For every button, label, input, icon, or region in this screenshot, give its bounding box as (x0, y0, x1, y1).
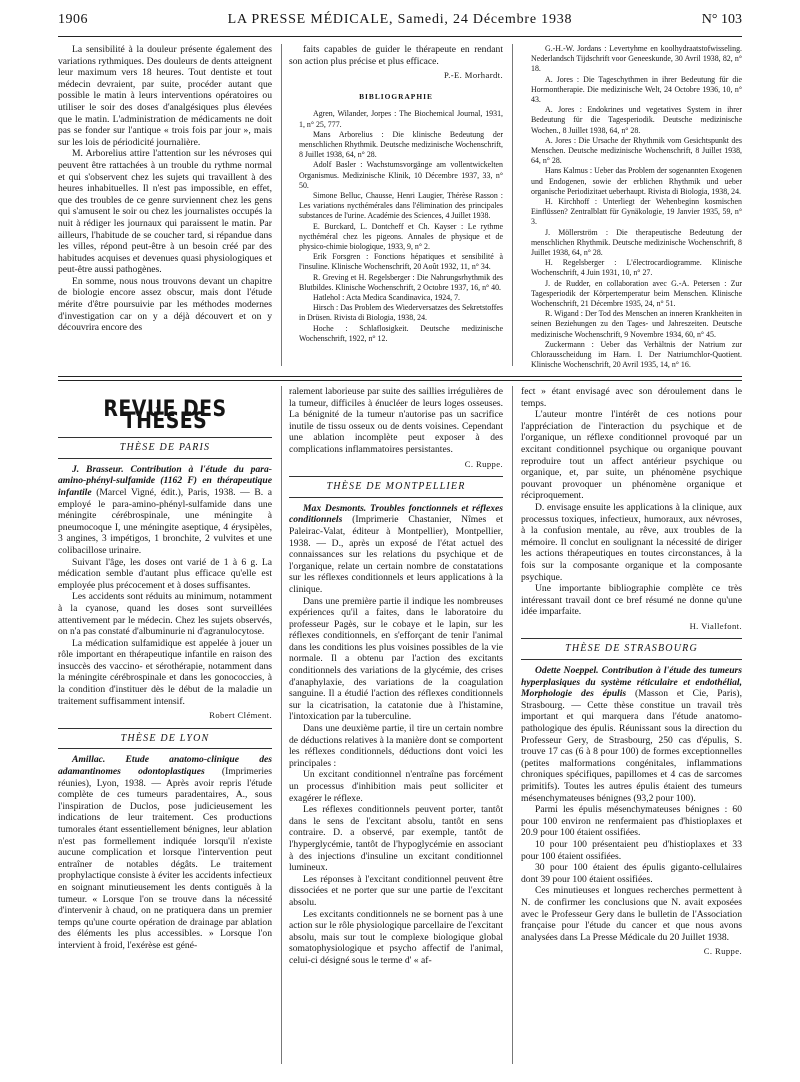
thesis-paragraph: Une importante bibliographie complète ce très intéressant travail dont ce bref résumé ne donne qu'une idée imparfaite. (521, 583, 742, 618)
article-column-1 (58, 44, 272, 334)
column-divider (281, 44, 282, 366)
thesis-title: Odette Noeppel. Contribution à l'étude des tumeurs hyperplasiques du système réticulaire et endothélial, Morphologie des épulis (521, 665, 742, 700)
title-rule (289, 476, 503, 477)
thesis-paragraph: La médication sulfamidique est appelée à jouer un rôle important en thérapeutique infantile en raison des insuccès des vaccino- et sérothérapie, notamment dans la méningite cérébrospinale et dans les gonococcies, à la condition d'instituer dès le début de la maladie un traitement suffisamment intensif. (58, 637, 272, 707)
thesis-paragraph: 10 pour 100 présentaient peu d'histioplaxes et 33 pour 100 étaient ossifiées. (521, 838, 742, 862)
bibliography-entry: Hatlehol : Acta Medica Scandinavica, 1924, 7. (313, 293, 461, 303)
thesis-location-heading: THÈSE DE LYON (120, 732, 210, 744)
theses-column-3 (521, 386, 742, 964)
title-rule (289, 497, 503, 498)
bibliography-list (289, 109, 503, 344)
thesis-paragraph: L'auteur montre l'intérêt de ces notions pour l'appréciation de l'interaction du psychique et de l'organique, un réflexe conditionnel provoqué par un excitant conditionnel psychique ou organique pouvant reproduire tout un affect antérieur psychique ou organique, et, par suite, un phénomène psychique pouvant provoquer un phénomène organique et réciproquement. (521, 409, 742, 502)
thesis-paragraph: ralement laborieuse par suite des saillies irrégulières de la tumeur, difficiles à énucléer de leurs loges osseuses. La bénignité de la tumeur n'autorise pas un sacrifice inutile de tissu osseux ou de dents voisines. Cependant une ablation incomplète peut exposer à des complications inflammatoires persistantes. (289, 386, 503, 455)
author-signature: Robert Clément. (209, 710, 272, 721)
thesis-title: Amillac. Etude anatomo-clinique des adamantinomes odontoplastiques (58, 754, 272, 778)
bibliography-list (521, 44, 742, 371)
thesis-paragraph: Dans une deuxième partie, il tire un certain nombre de déductions relatives à la manière dont se comportent les réflexes conditionnels, déductions dont voici les principales : (289, 723, 503, 769)
bibliography-entry: H. Regelsberger : L'électrocardiogramme. Klinische Wochenschrift, 4 Juin 1931, 10, n° 27. (531, 258, 742, 278)
section-rule (58, 376, 742, 377)
title-rule (521, 638, 742, 639)
bibliography-entry: E. Burckard, L. Dontcheff et Ch. Kayser : Le rythme nycthéméral chez les pigeons. Annales de physique et de physico-chimie biologique, 1933, 9, n° 2. (299, 221, 503, 252)
bibliography-entry: J. Möllerström : Die therapeutische Bedeutung der menschlichen Rhythmik. Deutsche medizinische Wochenschrift, 8 Juillet 1938, 64, n° 28. (531, 227, 742, 258)
journal-title: LA PRESSE MÉDICALE, Samedi, 24 Décembre 1938 (227, 12, 573, 27)
bibliography-entry: R. Wigand : Der Tod des Menschen an inneren Krankheiten in seinen Beziehungen zu den Tages- und Jahreszeiten. Deutsche medizinische Wochenschrift, 9 Novembre 1934, 60, n° 45. (531, 309, 742, 339)
header-rule (58, 36, 742, 37)
article-paragraph: faits capables de guider le thérapeute en rendant son action plus précise et plus efficace. (289, 44, 503, 67)
thesis-title: J. Brasseur. Contribution à l'étude du para-amino-phényl-sulfamide (1162 F) en thérapeutique infantile (58, 463, 272, 498)
bibliography-title: BIBLIOGRAPHIE (359, 91, 433, 101)
bibliography-entry: Hans Kalmus : Ueber das Problem der sogenannten Exogenen und Endogenen, sowie der erblichen Rhythmik und ueber organische Periodizitaet ueberhaupt. Rivista di Biologia, 1938, 24. (531, 166, 742, 196)
thesis-location-heading: THÈSE DE PARIS (119, 442, 211, 454)
theses-column-1 (58, 386, 272, 952)
title-rule (58, 458, 272, 459)
thesis-paragraph: 30 pour 100 étaient des épulis giganto-cellulaires dont 39 pour 100 étaient ossifiées. (521, 862, 742, 885)
bibliography-entry: A. Jores : Die Ursache der Rhythmik vom Gesichtspunkt des Menschen. Deutsche medizinische Wochenschrift, 8 Juillet 1938, 64, n° 28. (531, 135, 742, 166)
thesis-summary: (Masson et Cie, Paris), Strasbourg. — Cette thèse constitue un travail très important et qui marquera dans l'étude anatomo-pathologique des épulis. Réunissant sous la direction du Professeur Gery, de Strasbourg, 250 cas d'épulis, S. trouve 17 cas (6 à 8 pour 100) de formes exceptionnelles (petites malformations congénitales, inflammations chroniques spécifiques, papillomes et 4 cas de sarcomes primitifs). Toutes les autres épulis étaient des tumeurs mésenchymateuses bénignes (93,2 pour 100). (521, 688, 743, 804)
bibliography-entry: J. de Rudder, en collaboration avec G.-A. Petersen : Zur Tagesperiodik der Körpertemperatur beim Menschen. Klinische Wochenschrift, 21 Décembre 1935, 24, n° 51. (531, 278, 742, 309)
thesis-paragraph: Suivant l'âge, les doses ont varié de 1 à 6 g. La médication semble d'autant plus efficace qu'elle est employée plus précocement et à doses suffisantes. (58, 556, 272, 591)
bibliography-entry: Adolf Basler : Wachstumsvorgänge am vollentwickelten Organismus. Medizinische Klinik, 10 Décembre 1937, 33, n° 50. (299, 160, 503, 190)
thesis-paragraph: fect » étant envisagé avec son déroulement dans le temps. (521, 386, 742, 409)
article-paragraph: La sensibilité à la douleur présente également des variations rythmiques. Des douleurs de dents atteignent leur maximum vers 18 heures. Tout dentiste et tout médecin devraient, par suite, procéder autant que possible le matin à leurs interventions opératoires ou utiliser le soir des doses d'analgésiques plus élevées que le matin. L'administration de médicaments ne doit pas se fonder sur l'antique « trois fois par jour », mais sur les lois de périodicité journalière. (58, 44, 272, 148)
title-rule (58, 728, 272, 729)
thesis-location-heading: THÈSE DE MONTPELLIER (326, 481, 466, 493)
author-signature: P.-E. Morhardt. (444, 70, 503, 81)
title-rule (58, 437, 272, 438)
thesis-paragraph: Parmi les épulis mésenchymateuses bénignes : 60 pour 100 environ ne renfermaient pas d'histioplaxes et 20.9 pour 100 étaient ossifiées. (521, 804, 742, 839)
article-column-2 (289, 44, 503, 344)
column-divider (512, 386, 513, 1064)
thesis-summary: (Imprimerie Chastanier, Nîmes et Paleirac-Valat, éditeur à Montpellier), Montpellier, 1938. — D., après un exposé de l'état actuel des connaissances sur les relations du psychique et de l'organique, relate un certain nombre de constatations sur les réflexes conditionnels et leurs applications à la clinique. (289, 514, 503, 595)
thesis-location-heading: THÈSE DE STRASBOURG (565, 643, 698, 655)
thesis-paragraph: Dans une première partie il indique les nombreuses expériences qu'il a faites, dans le laboratoire du professeur Pagès, sur le cobaye et le lapin, sur les réflexes conditionnels, en s'efforçant de tenir l'animal dans les conditions les plus voisines possibles de la vie normale. Il a obtenu par l'action des excitants conditionnels des variations de la glycémie, des crises d'anaphylaxie, des variations de la coagulation sanguine. Il a étudié l'action des réflexes conditionnels sur la cicatrisation, la catatonie due à l'histamine, l'intoxication par la tuberculine. (289, 595, 503, 723)
article-paragraph: M. Arborelius attire l'attention sur les névroses qui peuvent être rattachées à un trouble du rythme normal et qui s'observent chez les sujets qui travaillent à des heures inhabituelles. Il n'est pas impossible, en effet, que des troubles de ce genre surviennent chez les gens qui s'amusent le soir ou chez les journalistes occupés la nuit à rédiger les journaux qui paraissent le matin. Par ailleurs, l'habitude de se coucher tard, si répandue dans les villes, répond peut-être à un besoin créé par des habitudes acquises et devenues quasi physiologiques et peut-être aussi pathogènes. (58, 148, 272, 276)
column-divider (281, 386, 282, 1064)
author-signature: H. Viallefont. (689, 620, 742, 631)
thesis-paragraph: Les réflexes conditionnels peuvent porter, tantôt dans le sens de l'excitant absolu, tantôt en sens contraire. D. a observé, par exemple, tantôt de l'hyperglycémie, tantôt de l'hypoglycémie en associant à des injections d'insuline un excitant conditionnel lumineux. (289, 804, 503, 874)
author-signature: C. Ruppe. (703, 946, 742, 957)
column-divider (512, 44, 513, 366)
article-column-3 (521, 44, 742, 371)
section-title: REVUE DES THÈSES (103, 397, 227, 434)
section-rule (58, 380, 742, 381)
theses-column-2 (289, 386, 503, 967)
title-rule (58, 748, 272, 749)
thesis-paragraph: Les excitants conditionnels ne se bornent pas à une action sur le rôle physiologique parcellaire de l'excitant absolu, mais sur tout le complexe biologique global somatophysiologique et psycho affectif de l'animal, celui-ci désigné sous le terme d' « af- (289, 908, 503, 966)
page-number: 1906 (58, 12, 88, 27)
bibliography-entry: A. Jores : Die Tageschythmen in ihrer Bedeutung für die Hormontherapie. Die medizinische Welt, 24 Octobre 1936, 10, n° 43. (531, 74, 742, 105)
thesis-title: Max Desmonts. Troubles fonctionnels et réflexes conditionnels (289, 502, 503, 526)
author-signature: C. Ruppe. (464, 458, 503, 469)
bibliography-entry: G.-H.-W. Jordans : Levertyhme en koolhydraatstofwisseling. Nederlandsch Tijdschrift voor Geneeskunde, 30 Avril 1938, 82, n° 18. (531, 44, 742, 74)
page-header (0, 12, 800, 34)
bibliography-entry: A. Jores : Endokrines und vegetatives System in ihrer Bedeutung für die Tagesperiodik. Deutsche medizinische Wochen., 8 Juillet 1938, 64, n° 28. (531, 105, 742, 135)
article-paragraph: En somme, nous nous trouvons devant un chapitre de biologie encore assez obscur, mais dont l'étude mérite d'être poursuivie par les méthodes modernes d'investigation car on y a déjà découvert et on y découvrira encore des (58, 275, 272, 334)
bibliography-entry: Hirsch : Das Problem des Wiederversatzes des Sekretstoffes in Drüsen. Rivista di Biologia, 1938, 24. (299, 303, 503, 323)
bibliography-entry: Zuckermann : Ueber das Verhältnis der Natrium zur Chlorausscheidung im Harn. I. Der Natriumchlor-Quotient. Klinische Wochenschrift, 20 Avril 1935, 14, n° 16. (531, 339, 742, 370)
bibliography-entry: Mans Arborelius : Die klinische Bedeutung der menschlichen Rhythmik. Deutsche medizinische Wochenschrift, 8 Juillet 1938, 64, n° 28. (299, 129, 503, 160)
bibliography-entry: Erik Forsgren : Fonctions hépatiques et sensibilité à l'insuline. Klinische Wochenschrift, 20 Août 1932, 11, n° 34. (299, 252, 503, 272)
title-rule (521, 659, 742, 660)
bibliography-entry: Hoche : Schlaflosigkeit. Deutsche medizinische Wochenschrift, 1922, n° 12. (299, 323, 503, 343)
issue-number: N° 103 (701, 12, 742, 27)
thesis-summary: (Marcel Vigné, édit.), Paris, 1938. — B. a employé le para-amino-phényl-sulfamide dans une méningite cérébrospinale, une méningite à pneumocoque I, une méningite aseptique, 4 érysipèles, 3 angines, 3 impétigos, 1 bronchite, 2 vulvites et une colibacillose urinaire. (58, 486, 272, 556)
thesis-paragraph: Ces minutieuses et longues recherches permettent à N. de confirmer les conclusions que N. avait exposées avec le Professeur Gery dans le bulletin de l'Association française pour l'étude du cancer et que nous avons analysées dans La Presse Médicale du 20 Juillet 1938. (521, 885, 742, 943)
thesis-summary: (Imprimeries réunies), Lyon, 1938. — Après avoir repris l'étude complète de ces tumeurs paradentaires, A., sous l'inspiration de Duclos, pose judicieusement les indications de leur traitement. Ces productions tumorales étant essentiellement bénignes, leur ablation n'est pas formellement indiquée lorsqu'il n'existe aucune complication et lorsque l'intervention peut entraîner de notables dégâts. Le traitement prophylactique consiste à éviter les accidents infectieux en soignant minutieusement les dents contiguës à la tumeur. « Lorsque l'on se trouve dans la nécessité d'intervenir à chaud, on ne pratiquera dans un premier temps qu'une courte opération de drainage par ablation des éléments les plus accessibles. » Lorsque l'on intervient à froid, l'exérèse est géné- (58, 766, 272, 951)
thesis-paragraph: Les accidents sont réduits au minimum, notamment à la cyanose, quand les doses sont surveillées attentivement par le médecin. Chez les sujets observés, on n'a pas constaté d'albuminurie ni d'agranulocytose. (58, 591, 272, 638)
bibliography-entry: Simone Belluc, Chausse, Henri Laugier, Thérèse Rasson : Les variations nycthémérales dans l'élimination des principales substances de l'urine. Académie des Sciences, 4 Juillet 1938. (299, 191, 503, 221)
bibliography-entry: R. Greving et H. Regelsberger : Die Nahrungsrhythmik des Blutbildes. Klinische Wochenschrift, 2 Octobre 1937, 16, n° 40. (299, 272, 503, 292)
bibliography-entry: Agren, Wilander, Jorpes : The Biochemical Journal, 1931, 1, n° 25, 777. (299, 109, 503, 129)
thesis-paragraph: D. envisage ensuite les applications à la clinique, aux processus toxiques, infectieux, humoraux, aux névroses, à la confusion mentale, au rêve, aux troubles de la mémoire. Il conclut en soulignant la nécessité de diriger les actions thérapeutiques en toutes circonstances, à la fois sur la composante organique et la composante psychique. (521, 501, 742, 583)
thesis-paragraph: Les réponses à l'excitant conditionnel peuvent être dissociées et ne porter que sur une partie de l'excitant absolu. (289, 873, 503, 908)
bibliography-entry: H. Kirchhoff : Unterliegt der Wehenbeginn kosmischen Einflüssen? Zentralblatt für Gynäkologie, 19 Janvier 1935, 59, n° 3. (531, 197, 742, 227)
thesis-paragraph: Un excitant conditionnel n'entraîne pas forcément un processus d'inhibition mais peut solliciter et exagérer le réflexe. (289, 769, 503, 804)
